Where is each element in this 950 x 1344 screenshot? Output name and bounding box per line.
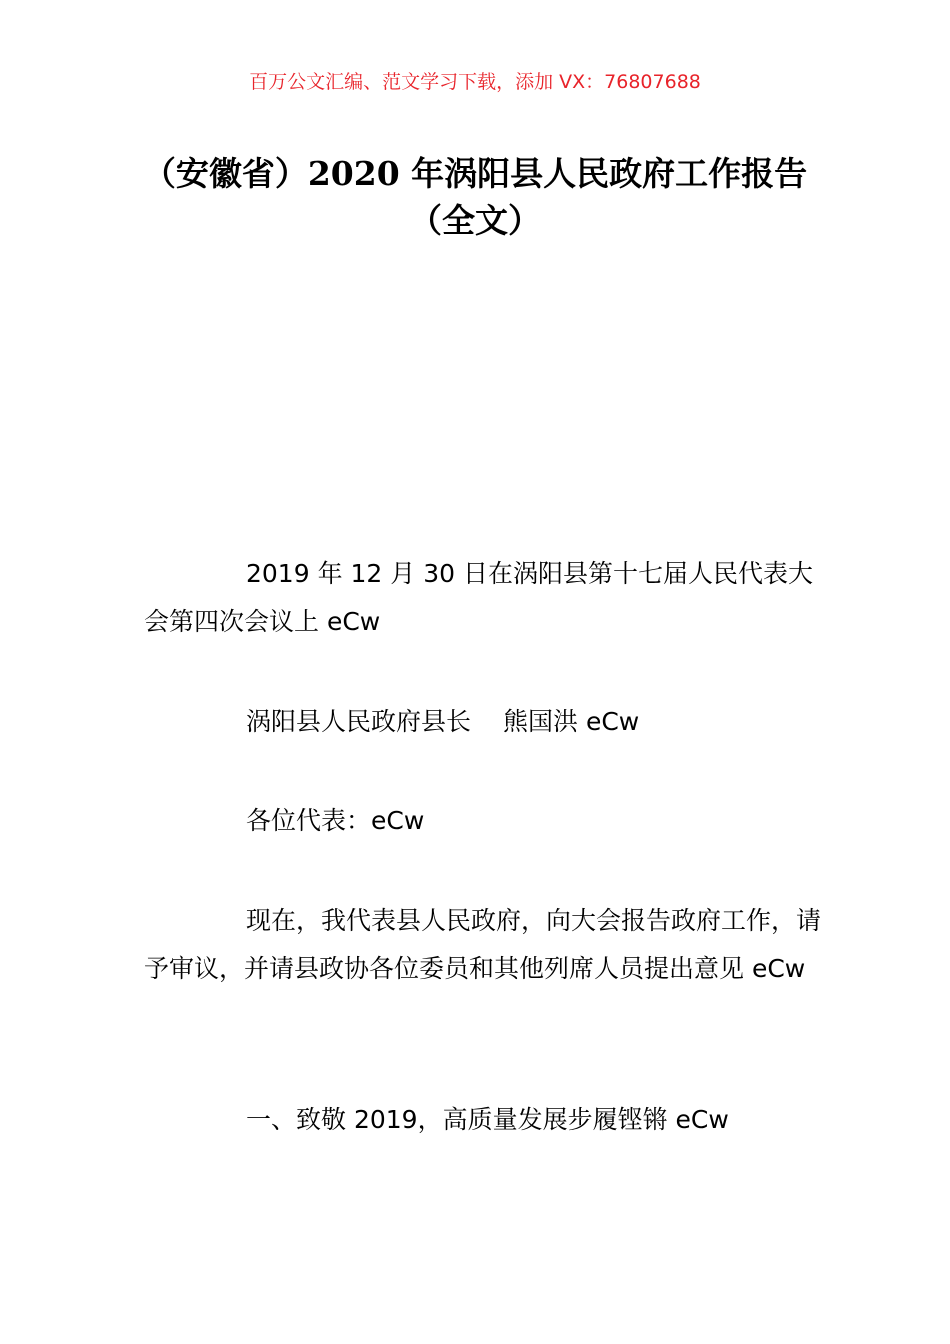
meeting-date-paragraph: 2019 年 12 月 30 日在涡阳县第十七届人民代表大会第四次会议上 eCw — [144, 559, 813, 636]
speaker-paragraph — [144, 698, 834, 746]
intro-paragraph: 现在，我代表县人民政府，向大会报告政府工作，请予审议，并请县政协各位委员和其他列席人员提出意见 eCw — [144, 906, 822, 983]
speaker-title: 涡阳县人民政府县长 — [246, 707, 472, 736]
section-one-heading: 一、致敬 2019，高质量发展步履铿锵 eCw — [246, 1105, 729, 1134]
document-title: （安徽省）2020 年涡阳县人民政府工作报告（全文） — [142, 154, 808, 240]
speaker-name: 熊国洪 eCw — [503, 707, 640, 736]
header-watermark-note: 百万公文汇编、范文学习下载，添加 VX：76807688 — [249, 71, 701, 93]
greeting-paragraph: 各位代表：eCw — [246, 806, 425, 835]
